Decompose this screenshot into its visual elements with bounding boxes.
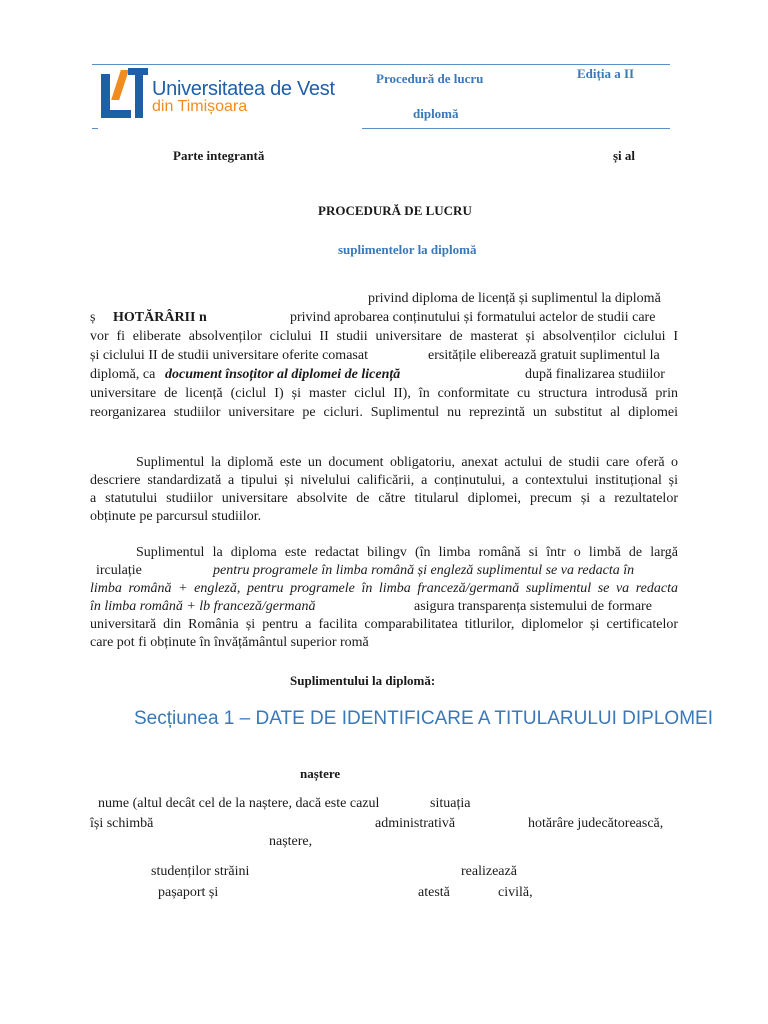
para3-line4-b: asigura transparența sistemului de formare <box>414 599 652 614</box>
header-title-line2: diplomă <box>413 106 459 121</box>
para1-line5-b: document însoțitor al diplomei de licență <box>165 367 401 382</box>
header-left-tick <box>92 128 98 129</box>
logo-text-university: Universitatea de Vest <box>152 78 335 100</box>
para2-line3: a statutului studiilor universitare absolvite de către titularul diplomei, precum și a rezultatelor <box>90 491 678 506</box>
para1-line1: privind diploma de licență și suplimentul la diplomă <box>368 291 661 306</box>
para1-line4-b: ersitățile eliberează gratuit suplimentul la <box>428 348 660 363</box>
document-subtitle: suplimentelor la diplomă <box>338 242 477 257</box>
section1-row2-c: hotărâre judecătorească, <box>528 816 664 831</box>
section1-row5-c: civilă, <box>498 885 533 900</box>
para1-line2-c: privind aprobarea conținutului și formatului actelor de studii care <box>290 310 656 325</box>
section1-row4-a: studenților străini <box>151 864 250 879</box>
para1-line3: vor fi eliberate absolvenților ciclului II studii universitare de masterat și absolvenților ciclului I <box>90 329 678 344</box>
section1-row2-b: administrativă <box>375 816 456 831</box>
section1-row1-b: situația <box>430 796 471 811</box>
header-top-rule <box>92 64 670 65</box>
para1-line2-b: HOTĂRÂRII n <box>113 310 207 325</box>
structure-heading: Suplimentului la diplomă: <box>290 673 436 688</box>
document-title: PROCEDURĂ DE LUCRU <box>318 203 472 218</box>
para3-line1: Suplimentul la diploma este redactat bilingv (în limba română si într o limbă de largă <box>136 545 678 560</box>
para1-line6: universitare de licență (ciclul I) și master ciclul II), în conformitate cu structura introdusă prin <box>90 386 678 401</box>
section1-row4-b: realizează <box>461 864 517 879</box>
para3-line3: limba română + engleză, pentru programele în limba franceză/germană suplimentul se va redacta <box>90 581 678 596</box>
para2-line1: Suplimentul la diplomă este un document obligatoriu, anexat actului de studii care oferă o <box>136 455 678 470</box>
section1-row3: naștere, <box>269 834 313 849</box>
section1-row1-a: nume (altul decât cel de la naștere, dacă este cazul <box>98 796 380 811</box>
logo-text-city: din Timișoara <box>152 98 248 115</box>
section1-subheading: naștere <box>300 766 341 781</box>
section1-title: Secțiunea 1 – DATE DE IDENTIFICARE A TITULARULUI DIPLOMEI <box>134 708 713 729</box>
para2-line4: obținute pe parcursul studiilor. <box>90 509 262 524</box>
para1-line5-a: diplomă, ca <box>90 367 156 382</box>
para1-line5-c: după finalizarea studiilor <box>525 367 665 382</box>
header-edition: Ediția a II <box>577 66 635 81</box>
subheader-right: și al <box>613 148 636 163</box>
section1-row5-b: atestă <box>418 885 450 900</box>
para3-line4-a: în limba română + lb franceză/germană <box>90 599 316 614</box>
section1-row5-a: pașaport și <box>158 885 219 900</box>
para3-line2-a: irculație <box>96 563 142 578</box>
para1-line7: reorganizarea studiilor universitare pe cicluri. Suplimentul nu reprezintă un substitut al diplomei <box>90 405 678 420</box>
logo-mark-orange <box>111 70 129 100</box>
para1-line4-a: și ciclului II de studii universitare oferite comasat <box>90 348 368 363</box>
header-title-line1: Procedură de lucru <box>376 71 484 86</box>
para3-line2-b: pentru programele în limba română și engleză suplimentul se va redacta în <box>213 563 635 578</box>
logo-mark-right <box>135 74 143 118</box>
para1-line2-a: ș <box>90 310 96 325</box>
para2-line2: descriere standardizată a tipului și nivelului calificării, a conținutului, a contextului instituțional și <box>90 473 678 488</box>
subheader-left: Parte integrantă <box>173 148 265 163</box>
logo-mark-bottom <box>101 110 131 118</box>
header-bottom-rule <box>362 128 670 129</box>
para3-line6: care pot fi obținute în învățământul superior romă <box>90 635 369 650</box>
section1-row2-a: își schimbă <box>90 816 154 831</box>
para3-line5: universitară din România și pentru a facilita comparabilitatea titlurilor, diplomelor și certificatelor <box>90 617 678 632</box>
